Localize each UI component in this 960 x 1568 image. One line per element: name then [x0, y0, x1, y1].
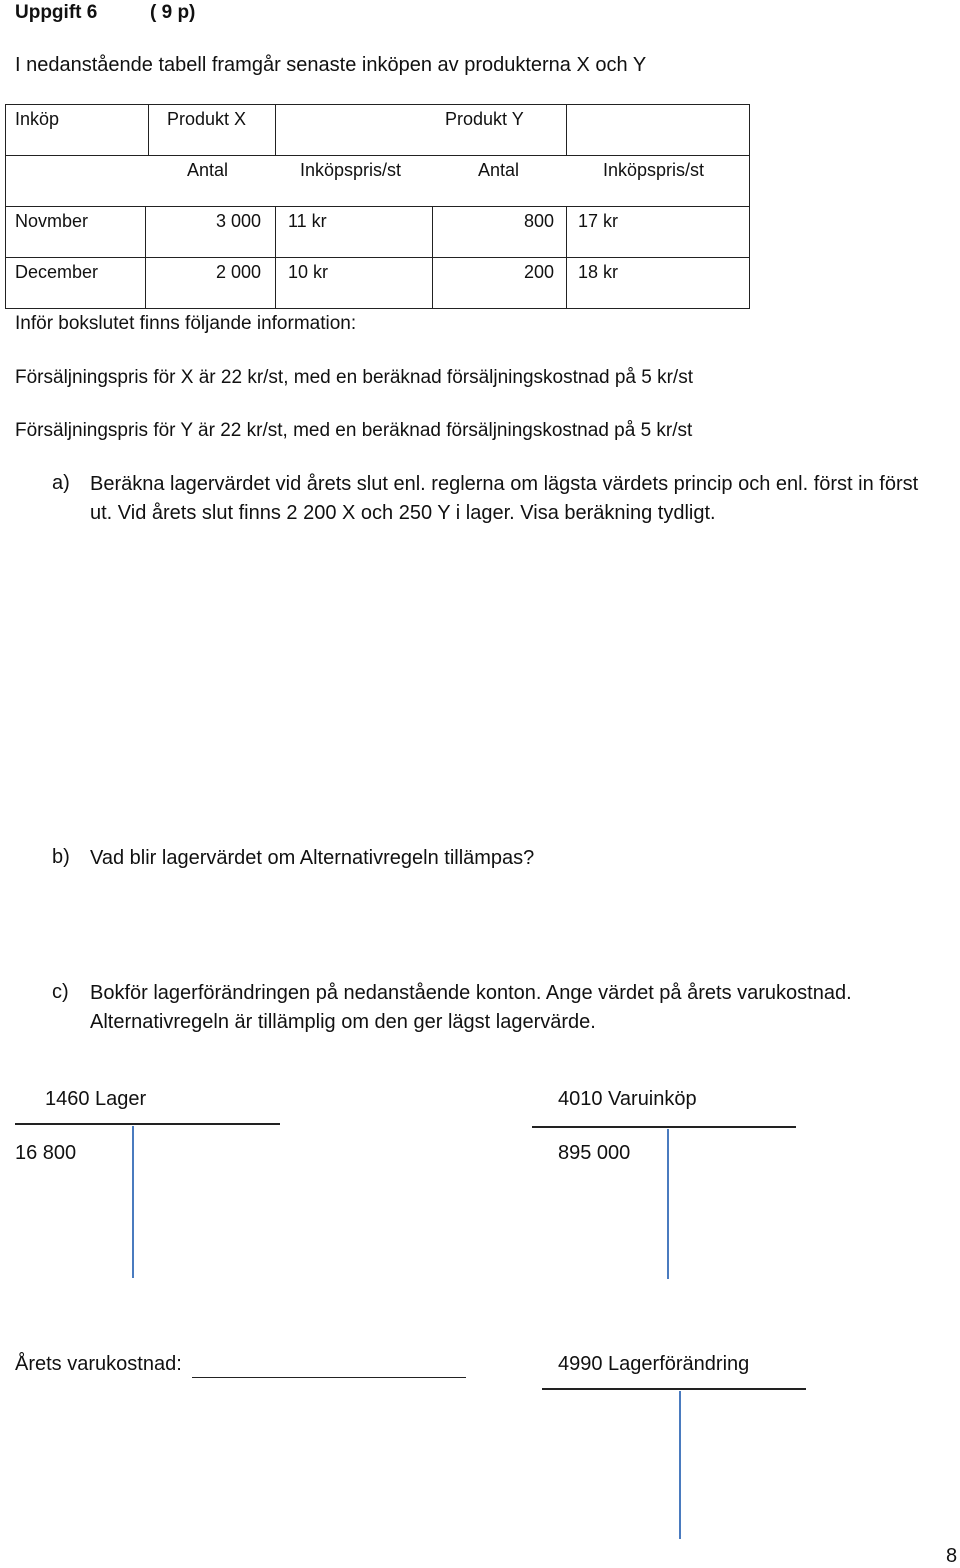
account-title: 4990 Lagerförändring: [558, 1353, 750, 1375]
question-a-label: a): [52, 472, 70, 494]
account-title: 4010 Varuinköp: [558, 1088, 697, 1110]
cost-label: Årets varukostnad:: [15, 1353, 182, 1375]
table-row-antal-x: 2 000: [216, 262, 262, 282]
info-line-x: Försäljningspris för X är 22 kr/st, med en beräknad försäljningskostnad på 5 kr/st: [15, 367, 693, 388]
table-row-pris-x: 10 kr: [288, 262, 329, 282]
task-points: ( 9 p): [150, 2, 196, 23]
table-header-produkt-x: Produkt X: [167, 109, 247, 129]
page-number: 8: [946, 1545, 958, 1567]
account-title: 1460 Lager: [45, 1088, 147, 1110]
account-debit-value: 16 800: [15, 1142, 77, 1164]
table-header-inkop: Inköp: [15, 109, 60, 129]
table-row-antal-y: 800: [524, 211, 555, 231]
account-debit-value: 895 000: [558, 1142, 631, 1164]
table-subheader-antal-y: Antal: [478, 160, 520, 180]
question-c-text: Bokför lagerförändringen på nedanstående konton. Ange värdet på årets varukostnad. Alternativregeln är tillämplig om den ger lägst lagervärde.: [90, 982, 852, 1033]
table-row-month: December: [15, 262, 99, 282]
cost-answer-line: [192, 1377, 466, 1378]
question-b-text: Vad blir lagervärdet om Alternativregeln tillämpas?: [90, 847, 535, 869]
task-title: Uppgift 6: [15, 2, 98, 23]
question-b-label: b): [52, 846, 70, 868]
table-row-month: Novmber: [15, 211, 89, 231]
question-a-text: Beräkna lagervärdet vid årets slut enl. reglerna om lägsta värdets princip och enl. först in först ut. Vid årets slut finns 2 200 X och 250 Y i lager. Visa beräkning tydligt.: [90, 473, 919, 524]
table-subheader-pris-x: Inköpspris/st: [300, 160, 402, 180]
question-c-label: c): [52, 981, 69, 1003]
table-subheader-antal-x: Antal: [187, 160, 229, 180]
info-lead: Inför bokslutet finns följande information:: [15, 313, 357, 334]
table-row-pris-y: 17 kr: [578, 211, 619, 231]
table-row-antal-x: 3 000: [216, 211, 262, 231]
table-subheader-pris-y: Inköpspris/st: [603, 160, 705, 180]
intro-text: I nedanstående tabell framgår senaste inköpen av produkterna X och Y: [15, 54, 647, 76]
table-header-produkt-y: Produkt Y: [445, 109, 524, 129]
info-line-y: Försäljningspris för Y är 22 kr/st, med en beräknad försäljningskostnad på 5 kr/st: [15, 420, 693, 441]
table-row-pris-x: 11 kr: [288, 211, 327, 231]
table-row-antal-y: 200: [524, 262, 555, 282]
table-row-pris-y: 18 kr: [578, 262, 619, 282]
